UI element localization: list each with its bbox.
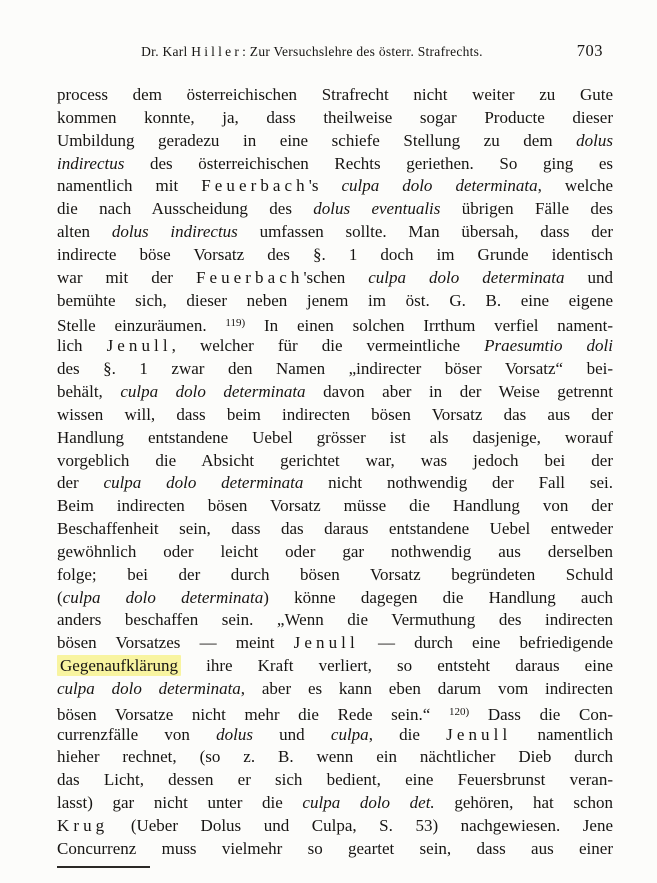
text-line [57,564,613,587]
page-number: 703 [576,41,603,60]
running-title-suffix: : Zur Versuchslehre des österr. Strafrechts. [242,44,483,59]
text-segment: und [564,267,613,287]
text-segment: bösen Vorsatzes — meint [57,633,294,653]
text-line [57,678,613,701]
latin-term: culpa [330,724,369,744]
text-line [57,335,613,358]
text-line [57,655,613,678]
text-segment: ) könne dagegen die Handlung auch [263,587,613,607]
text-segment: anders beschaffen sein. „Wenn die Vermuthung des indirecten [57,610,613,630]
text-segment: , welche [537,176,613,196]
footnote-separator [57,866,150,868]
text-line [57,175,613,198]
text-segment: lasst) gar nicht unter die [57,793,303,813]
latin-term: culpa dolo determinata [103,473,304,493]
text-line [57,541,613,564]
text-line [57,130,613,153]
text-segment: Handlung entstandene Uebel grösser ist als dasjenige, worauf [57,427,613,447]
text-segment: (Ueber Dolus und Culpa, S. 53) nachgewiesen. Jene [108,816,613,835]
text-line [57,724,613,747]
latin-term: culpa dolo determinata [120,381,306,401]
text-line [57,381,613,404]
text-segment: ( [57,587,63,607]
text-line [57,450,613,473]
text-segment: namentlich mit [57,176,202,196]
text-line [57,358,613,381]
text-segment: des §. 1 zwar den Namen „indirecter böser Vorsatz“ bei- [57,359,613,379]
text-segment: indirecte böse Vorsatz des §. 1 doch im Grunde identisch [57,244,613,264]
latin-term: dolus [576,130,613,150]
text-line [57,404,613,427]
latin-term: culpa dolo determinata [57,678,241,698]
latin-term: Praesumtio doli [484,336,613,356]
text-line [57,701,613,724]
footnote-marker: 120) [449,705,470,718]
spaced-name: Feuerbach [195,267,304,287]
text-segment: process dem österreichischen Strafrecht nicht weiter zu Gute [57,85,613,104]
text-line [57,495,613,518]
text-line [57,107,613,130]
text-segment: currenzfälle von [57,724,217,744]
text-segment: gewöhnlich oder leicht oder gar nothwendig aus derselben [57,541,613,561]
text-segment: alten [57,222,112,242]
text-segment: und [252,724,331,744]
text-line [57,746,613,769]
text-segment: 'schen [303,267,369,287]
running-title [57,44,613,60]
text-segment: das Licht, dessen er sich bedient, eine Feuersbrunst veran- [57,770,613,790]
text-segment: In einen solchen Irrthum verfiel nament- [245,316,613,336]
text-segment: behält, [57,381,121,401]
text-segment: nicht nothwendig der Fall sei. [303,473,613,493]
text-segment: Concurrenz muss vielmehr so geartet sein, dass aus einer [57,838,613,858]
spaced-name: Krug [57,816,109,835]
text-line [57,815,613,838]
author-name: Hiller [191,44,243,59]
text-line [57,792,613,815]
text-segment: umfassen sollte. Man übersah, dass der [237,222,613,242]
text-segment: die nach Ausscheidung des [57,199,314,219]
text-segment: des österreichischen Rechts geriethen. So ging es [124,153,613,173]
latin-term: dolus indirectus [111,222,238,242]
text-segment: Beschaffenheit sein, dass das daraus entstandene Uebel entweder [57,519,613,539]
text-segment: kommen konnte, ja, dass theilweise sogar Producte dieser [57,107,613,127]
text-line [57,769,613,792]
text-segment: hieher rechnet, (so z. B. wenn ein nächtlicher Dieb durch [57,747,613,767]
text-segment: bemühte sich, dieser neben jenem im öst. G. B. eine eigene [57,290,613,310]
text-line [57,472,613,495]
text-segment: war mit der [57,267,196,287]
latin-term: dolus [216,724,253,744]
text-line [57,838,613,861]
text-line [57,312,613,335]
text-line [57,587,613,610]
latin-term: indirectus [57,153,125,173]
text-segment: , welcher für die vermeintliche [171,336,485,356]
text-line [57,198,613,221]
text-line [57,427,613,450]
latin-term: culpa dolo determinata [62,587,264,607]
page-header [57,41,613,60]
text-line [57,290,613,313]
spaced-name: Jenull [446,724,512,744]
text-segment: bösen Vorsatze nicht mehr die Rede sein.“ [57,704,450,724]
text-segment: Stelle einzuräumen. [57,316,226,336]
spaced-name: Jenull [293,633,359,653]
latin-term: culpa dolo determinata [368,267,565,287]
text-segment: , die [368,724,447,744]
text-segment: namentlich [511,724,613,744]
text-segment: vorgeblich die Absicht gerichtet war, was jedoch bei der [57,450,613,470]
text-segment: Beim indirecten bösen Vorsatz müsse die Handlung von der [57,496,613,516]
text-line [57,153,613,176]
text-segment: wissen will, dass beim indirecten bösen Vorsatz das aus der [57,404,613,424]
spaced-name: Feuerbach [201,176,309,196]
footnote-marker: 119) [225,317,246,330]
text-segment: übrigen Fälle des [440,199,613,219]
text-line [57,244,613,267]
text-segment: Umbildung geradezu in eine schiefe Stellung zu dem [57,130,577,150]
text-segment: 's [308,176,342,196]
text-segment: der [57,473,104,493]
text-segment: Dass die Con- [469,704,613,724]
text-line [57,609,613,632]
text-line [57,221,613,244]
text-segment: ihre Kraft verliert, so entsteht daraus eine [181,656,613,676]
text-line [57,632,613,655]
text-segment: — durch eine befriedigende [358,633,613,653]
text-segment: folge; bei der durch bösen Vorsatz begründeten Schuld [57,564,613,584]
latin-term: culpa dolo det. [302,793,435,813]
text-segment: davon aber in der Weise getrennt [305,381,613,401]
text-line [57,84,613,107]
body-text [57,84,613,861]
latin-term: culpa dolo determinata [341,176,538,196]
text-segment: gehören, hat schon [434,793,613,813]
text-segment: , aber es kann eben darum vom indirecten [240,678,613,698]
text-line [57,518,613,541]
spaced-name: Jenull [106,336,172,356]
latin-term: dolus eventualis [313,199,441,219]
running-title-prefix: Dr. Karl [141,44,192,59]
text-line [57,267,613,290]
highlighted-text: Gegenaufklärung [57,655,181,676]
text-segment: lich [57,336,107,356]
